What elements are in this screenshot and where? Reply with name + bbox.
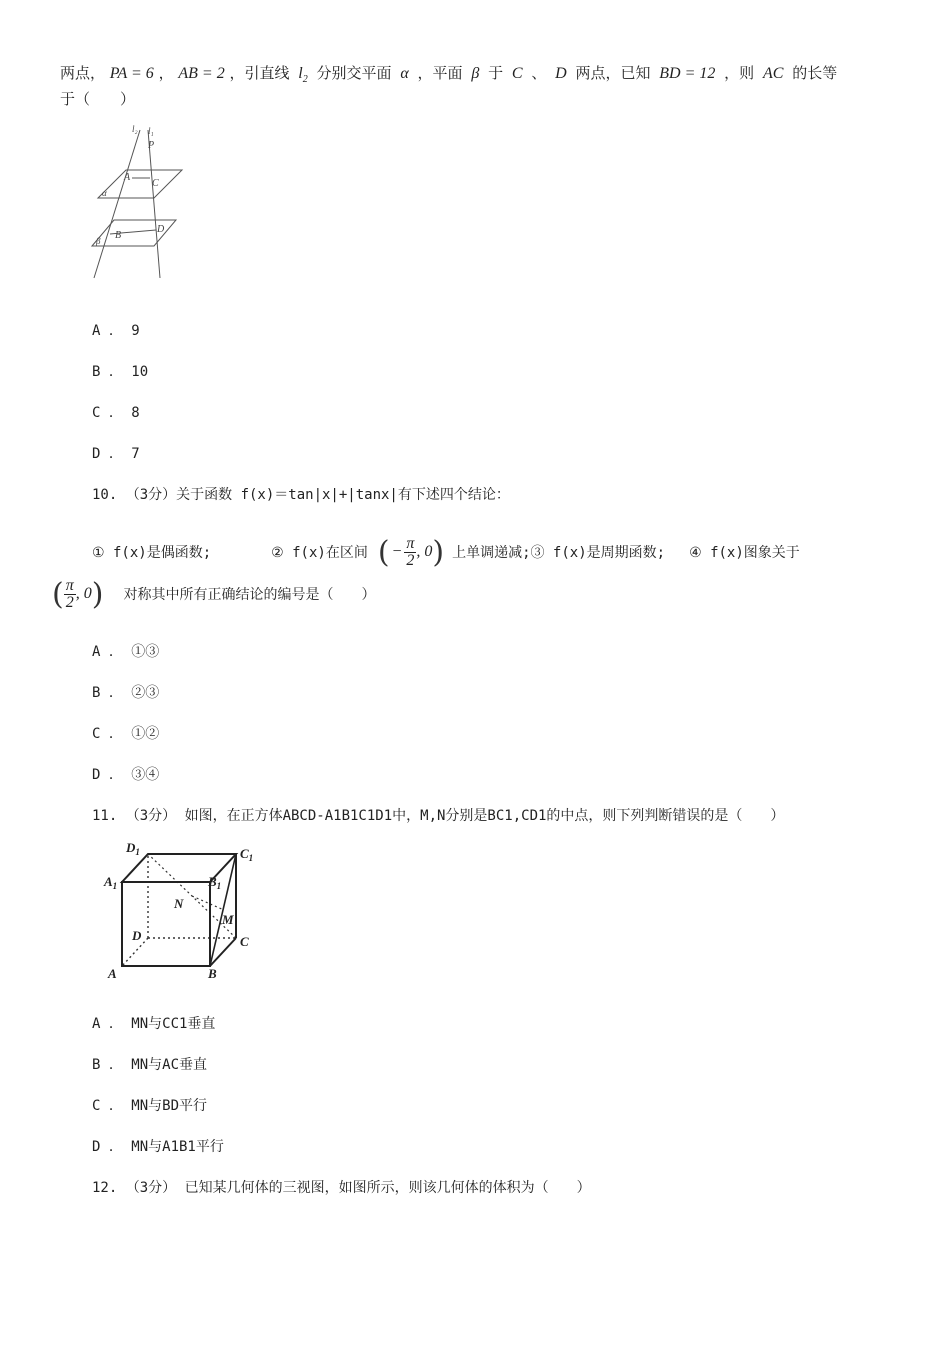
q9-fig-alpha: α [102, 188, 107, 198]
q9-fig-d: D [157, 224, 165, 235]
q10-option-b[interactable]: B ． ②③ [92, 685, 160, 701]
q9-l2-letter: l [298, 65, 303, 82]
q9-beta: β [471, 65, 480, 82]
q11-label-c1-letter: C [240, 846, 249, 861]
q9-text: ，则 [724, 64, 755, 82]
q9-fig-beta: β [96, 236, 101, 246]
q11-label-a1-letter: A [104, 874, 113, 889]
q10-statement-4: ④ f(x)图象关于 [689, 545, 800, 561]
q9-text: 两点， [60, 64, 106, 82]
q11-segment-mn [192, 896, 224, 910]
q9-option-c[interactable]: C ． 8 [92, 405, 140, 421]
q10-interval-lparen: ( [377, 534, 390, 570]
q9-alpha: α [400, 65, 409, 82]
q10-point-rparen: ) [91, 576, 104, 612]
q9-plane-alpha [98, 170, 182, 198]
q11-label-d1 [125, 840, 140, 857]
q10-statement-line [92, 530, 800, 574]
q9-ac: AC [762, 65, 784, 82]
q10-interval-fraction [404, 536, 416, 569]
q10-interval-den: 2 [406, 551, 415, 569]
q10-point-fraction [64, 578, 76, 611]
q9-fig-l2: l₂ [132, 124, 138, 134]
q11-label-c1 [240, 846, 253, 863]
q10-statement-line2 [52, 572, 375, 616]
q11-front-face [122, 882, 210, 966]
q10-statement-1: ① f(x)是偶函数; [92, 545, 212, 561]
q10-statement-4-tail: 对称其中所有正确结论的编号是（ ） [123, 587, 376, 603]
q9-fig-p: P [148, 140, 155, 151]
q11-label-c: C [240, 934, 249, 949]
q11-segment-bc1 [210, 854, 236, 966]
q9-option-a[interactable]: A ． 9 [92, 323, 140, 339]
q11-label-c1-sub: 1 [248, 853, 254, 863]
q10-point-zero: , 0 [75, 585, 92, 602]
q12-stem: 12. （3分） 已知某几何体的三视图，如图所示，则该几何体的体积为（ ） [92, 1180, 591, 1196]
q10-option-c[interactable]: C ． ①② [92, 726, 160, 742]
q9-text: ，平面 [417, 64, 463, 82]
q9-fig-a: A [124, 172, 131, 183]
q11-stem: 11. （3分） 如图，在正方体ABCD-A1B1C1D1中，M,N分别是BC1,CD1的中点，则下列判断错误的是（ ） [92, 808, 785, 824]
q10-statement-2: ② f(x)在区间 [271, 545, 368, 561]
q11-label-b1 [207, 874, 221, 891]
q9-l2 [298, 65, 308, 86]
q9-stem-line1 [60, 62, 837, 85]
q11-label-a1 [103, 874, 117, 891]
q11-label-b1-sub: 1 [216, 881, 222, 891]
q10-interval-zero: , 0 [416, 543, 433, 560]
q9-fig-l1: l₁ [148, 126, 154, 136]
q10-point-num: π [65, 576, 74, 594]
q9-line-l1 [148, 130, 160, 278]
q9-figure [88, 120, 188, 282]
q11-label-b1-letter: B [208, 874, 217, 889]
q10-option-a[interactable]: A ． ①③ [92, 644, 160, 660]
q10-point-lparen: ( [52, 576, 64, 612]
q11-cube-figure [102, 838, 262, 984]
q10-interval-num: π [406, 534, 415, 552]
q11-label-d1-sub: 1 [135, 847, 140, 857]
q11-label-a1-sub: 1 [112, 881, 118, 891]
q10-stem: 10. （3分）关于函数 f(x)＝tan|x|+|tanx|有下述四个结论： [92, 487, 510, 503]
q11-label-d1-letter: D [126, 840, 136, 855]
q9-text: 分别交平面 [316, 64, 392, 82]
q9-stem-line2: 于（ ） [60, 90, 136, 108]
q9-option-b[interactable]: B ． 10 [92, 364, 149, 380]
q9-l2-sub: 2 [302, 74, 308, 86]
q11-label-a: A [108, 966, 117, 981]
q11-label-m: M [222, 912, 234, 927]
q9-text: 、 [531, 64, 547, 82]
q9-d: D [555, 65, 567, 82]
q11-option-b[interactable]: B ． MN与AC垂直 [92, 1057, 208, 1073]
q9-c: C [511, 65, 523, 82]
q11-label-n: N [174, 896, 184, 911]
q11-top-face [122, 854, 236, 882]
q11-option-d[interactable]: D ． MN与A1B1平行 [92, 1139, 224, 1155]
q10-interval-rparen: ) [432, 534, 445, 570]
q9-bd: BD = 12 [659, 65, 716, 82]
q10-interval-sign: − [391, 543, 403, 560]
q9-sep: ， [158, 64, 174, 82]
q9-pa: PA = 6 [109, 65, 154, 82]
q9-text: 于 [488, 64, 504, 82]
q9-ab: AB = 2 [178, 65, 225, 82]
q9-text: 的长等 [792, 64, 838, 82]
q10-point-den: 2 [65, 593, 74, 611]
q9-text: ，引直线 [229, 64, 290, 82]
q9-text: 两点，已知 [575, 64, 651, 82]
q11-label-b: B [208, 966, 217, 981]
q9-fig-b: B [115, 230, 122, 241]
q10-statement-2-tail: 上单调递减;③ f(x)是周期函数; [452, 545, 666, 561]
q11-option-a[interactable]: A ． MN与CC1垂直 [92, 1016, 216, 1032]
q9-option-d[interactable]: D ． 7 [92, 446, 140, 462]
q11-option-c[interactable]: C ． MN与BD平行 [92, 1098, 208, 1114]
q9-fig-c: C [152, 178, 159, 189]
q11-label-d: D [132, 928, 142, 943]
q10-option-d[interactable]: D ． ③④ [92, 767, 160, 783]
q9-line-l2 [94, 130, 140, 278]
